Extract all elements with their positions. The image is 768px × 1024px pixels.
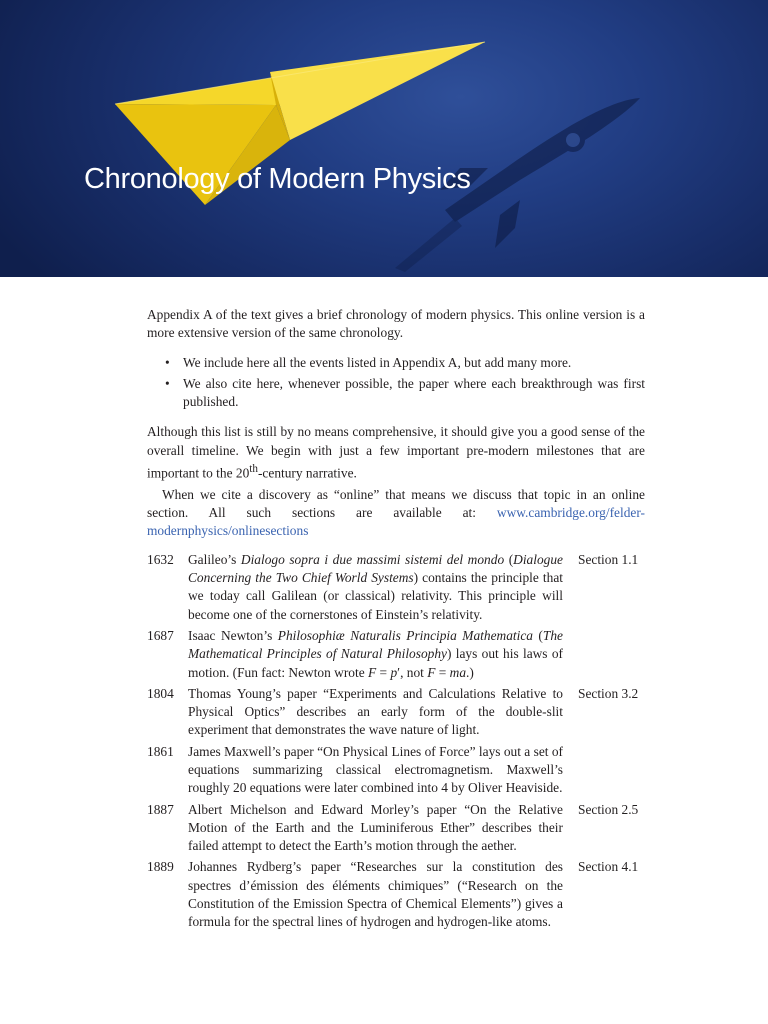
- event-text: Galileo’s: [188, 551, 241, 567]
- section-reference: Section 4.1: [578, 859, 639, 875]
- event-text: Johannes Rydberg’s paper “Researches sur la constitution des spectres d’émission des éléments chimiques” (“Research on the Constitution of the Emission Spectra of Chemical Elements”) gives a formula for the spectral lines of hydrogen and hydrogen-like atoms.: [188, 859, 563, 930]
- event-text: Albert Michelson and Edward Morley’s paper “On the Relative Motion of the Earth and the Luminiferous Ether” describes their failed attempt to detect the Earth’s motion through the aether.: [188, 801, 563, 854]
- bullet-item: • We also cite here, whenever possible, the paper where each breakthrough was first published.: [147, 375, 645, 412]
- italic-title: Philosophiæ Naturalis Principia Mathematica: [277, 627, 533, 643]
- event-text: ) contains the principle that we today call Galilean (or classical) relativity. This principle will become one of the cornerstones of Einstein’s relativity.: [188, 570, 563, 622]
- header-banner: [0, 0, 768, 277]
- event-list: [147, 551, 645, 932]
- italic-title: p: [390, 664, 398, 680]
- event-text: =: [435, 664, 450, 680]
- italic-title: Dialogo sopra i due massimi sistemi del mondo: [240, 551, 505, 567]
- section-reference: Section 3.2: [578, 685, 639, 701]
- event-text: ′, not: [397, 664, 428, 680]
- event-description: [188, 743, 563, 798]
- event-year: 1804: [147, 685, 174, 701]
- event-row: [147, 551, 645, 624]
- section-reference: [563, 627, 645, 682]
- online-sections-link[interactable]: www.cambridge.org/felder-modernphysics/onlinesections: [147, 505, 645, 539]
- event-row: [147, 685, 645, 740]
- event-year: 1861: [147, 743, 174, 759]
- event-description: [188, 685, 563, 740]
- event-row: [147, 743, 645, 798]
- timeline-text: Although this list is still by no means comprehensive, it should give you a good sense of the overall timeline. We begin with just a few important pre-modern milestones that are important to the 20: [147, 424, 645, 481]
- page-title: Chronology of Modern Physics: [84, 163, 471, 195]
- italic-title: F: [368, 664, 377, 680]
- event-text: James Maxwell’s paper “On Physical Lines of Force” lays out a set of equations summarizing classical electromagnetism. Maxwell’s roughly 20 equations were later combined into 4 by Oliver Heaviside.: [188, 743, 563, 796]
- event-description: [188, 801, 563, 856]
- italic-title: Dialogue Concerning the Two Chief World Systems: [188, 551, 563, 586]
- online-text: When we cite a discovery as “online” that means we discuss that topic in an online section. All such sections are available at:: [147, 486, 645, 521]
- event-text: .): [466, 664, 474, 680]
- event-text: (: [504, 551, 514, 567]
- online-paragraph: [147, 486, 645, 541]
- section-reference: Section 2.5: [578, 801, 639, 817]
- event-row: [147, 801, 645, 856]
- italic-title: F: [427, 664, 436, 680]
- bullet-item: • We include here all the events listed in Appendix A, but add many more.: [147, 354, 645, 372]
- event-description: [188, 858, 563, 931]
- event-year: 1889: [147, 859, 174, 875]
- event-year: 1687: [147, 627, 174, 643]
- ordinal-suffix: th: [249, 463, 258, 476]
- banner-artwork: [0, 0, 768, 277]
- event-text: Isaac Newton’s: [188, 627, 278, 643]
- intro-paragraph: Appendix A of the text gives a brief chronology of modern physics. This online version is a more extensive version of the same chronology.: [147, 307, 645, 341]
- event-row: [147, 627, 645, 682]
- event-year: 1887: [147, 801, 174, 817]
- italic-title: The Mathematical Principles of Natural Philosophy: [188, 627, 563, 662]
- event-text: ) lays out his laws of motion. (Fun fact: Newton wrote: [188, 646, 563, 680]
- italic-title: ma: [449, 664, 467, 680]
- event-description: [188, 551, 563, 624]
- event-year: 1632: [147, 551, 174, 567]
- event-text: (: [532, 627, 543, 643]
- event-row: [147, 858, 645, 931]
- timeline-text-end: -century narrative.: [257, 465, 357, 481]
- main-content: [147, 306, 645, 935]
- timeline-paragraph: [147, 423, 645, 482]
- section-reference: Section 1.1: [578, 551, 639, 567]
- event-description: [188, 627, 563, 682]
- bullet-list: [147, 354, 645, 412]
- event-text: Thomas Young’s paper “Experiments and Calculations Relative to Physical Optics” describes an early form of the double-slit experiment that demonstrates the wave nature of light.: [188, 685, 563, 738]
- event-text: =: [376, 664, 391, 680]
- section-reference: [563, 743, 645, 798]
